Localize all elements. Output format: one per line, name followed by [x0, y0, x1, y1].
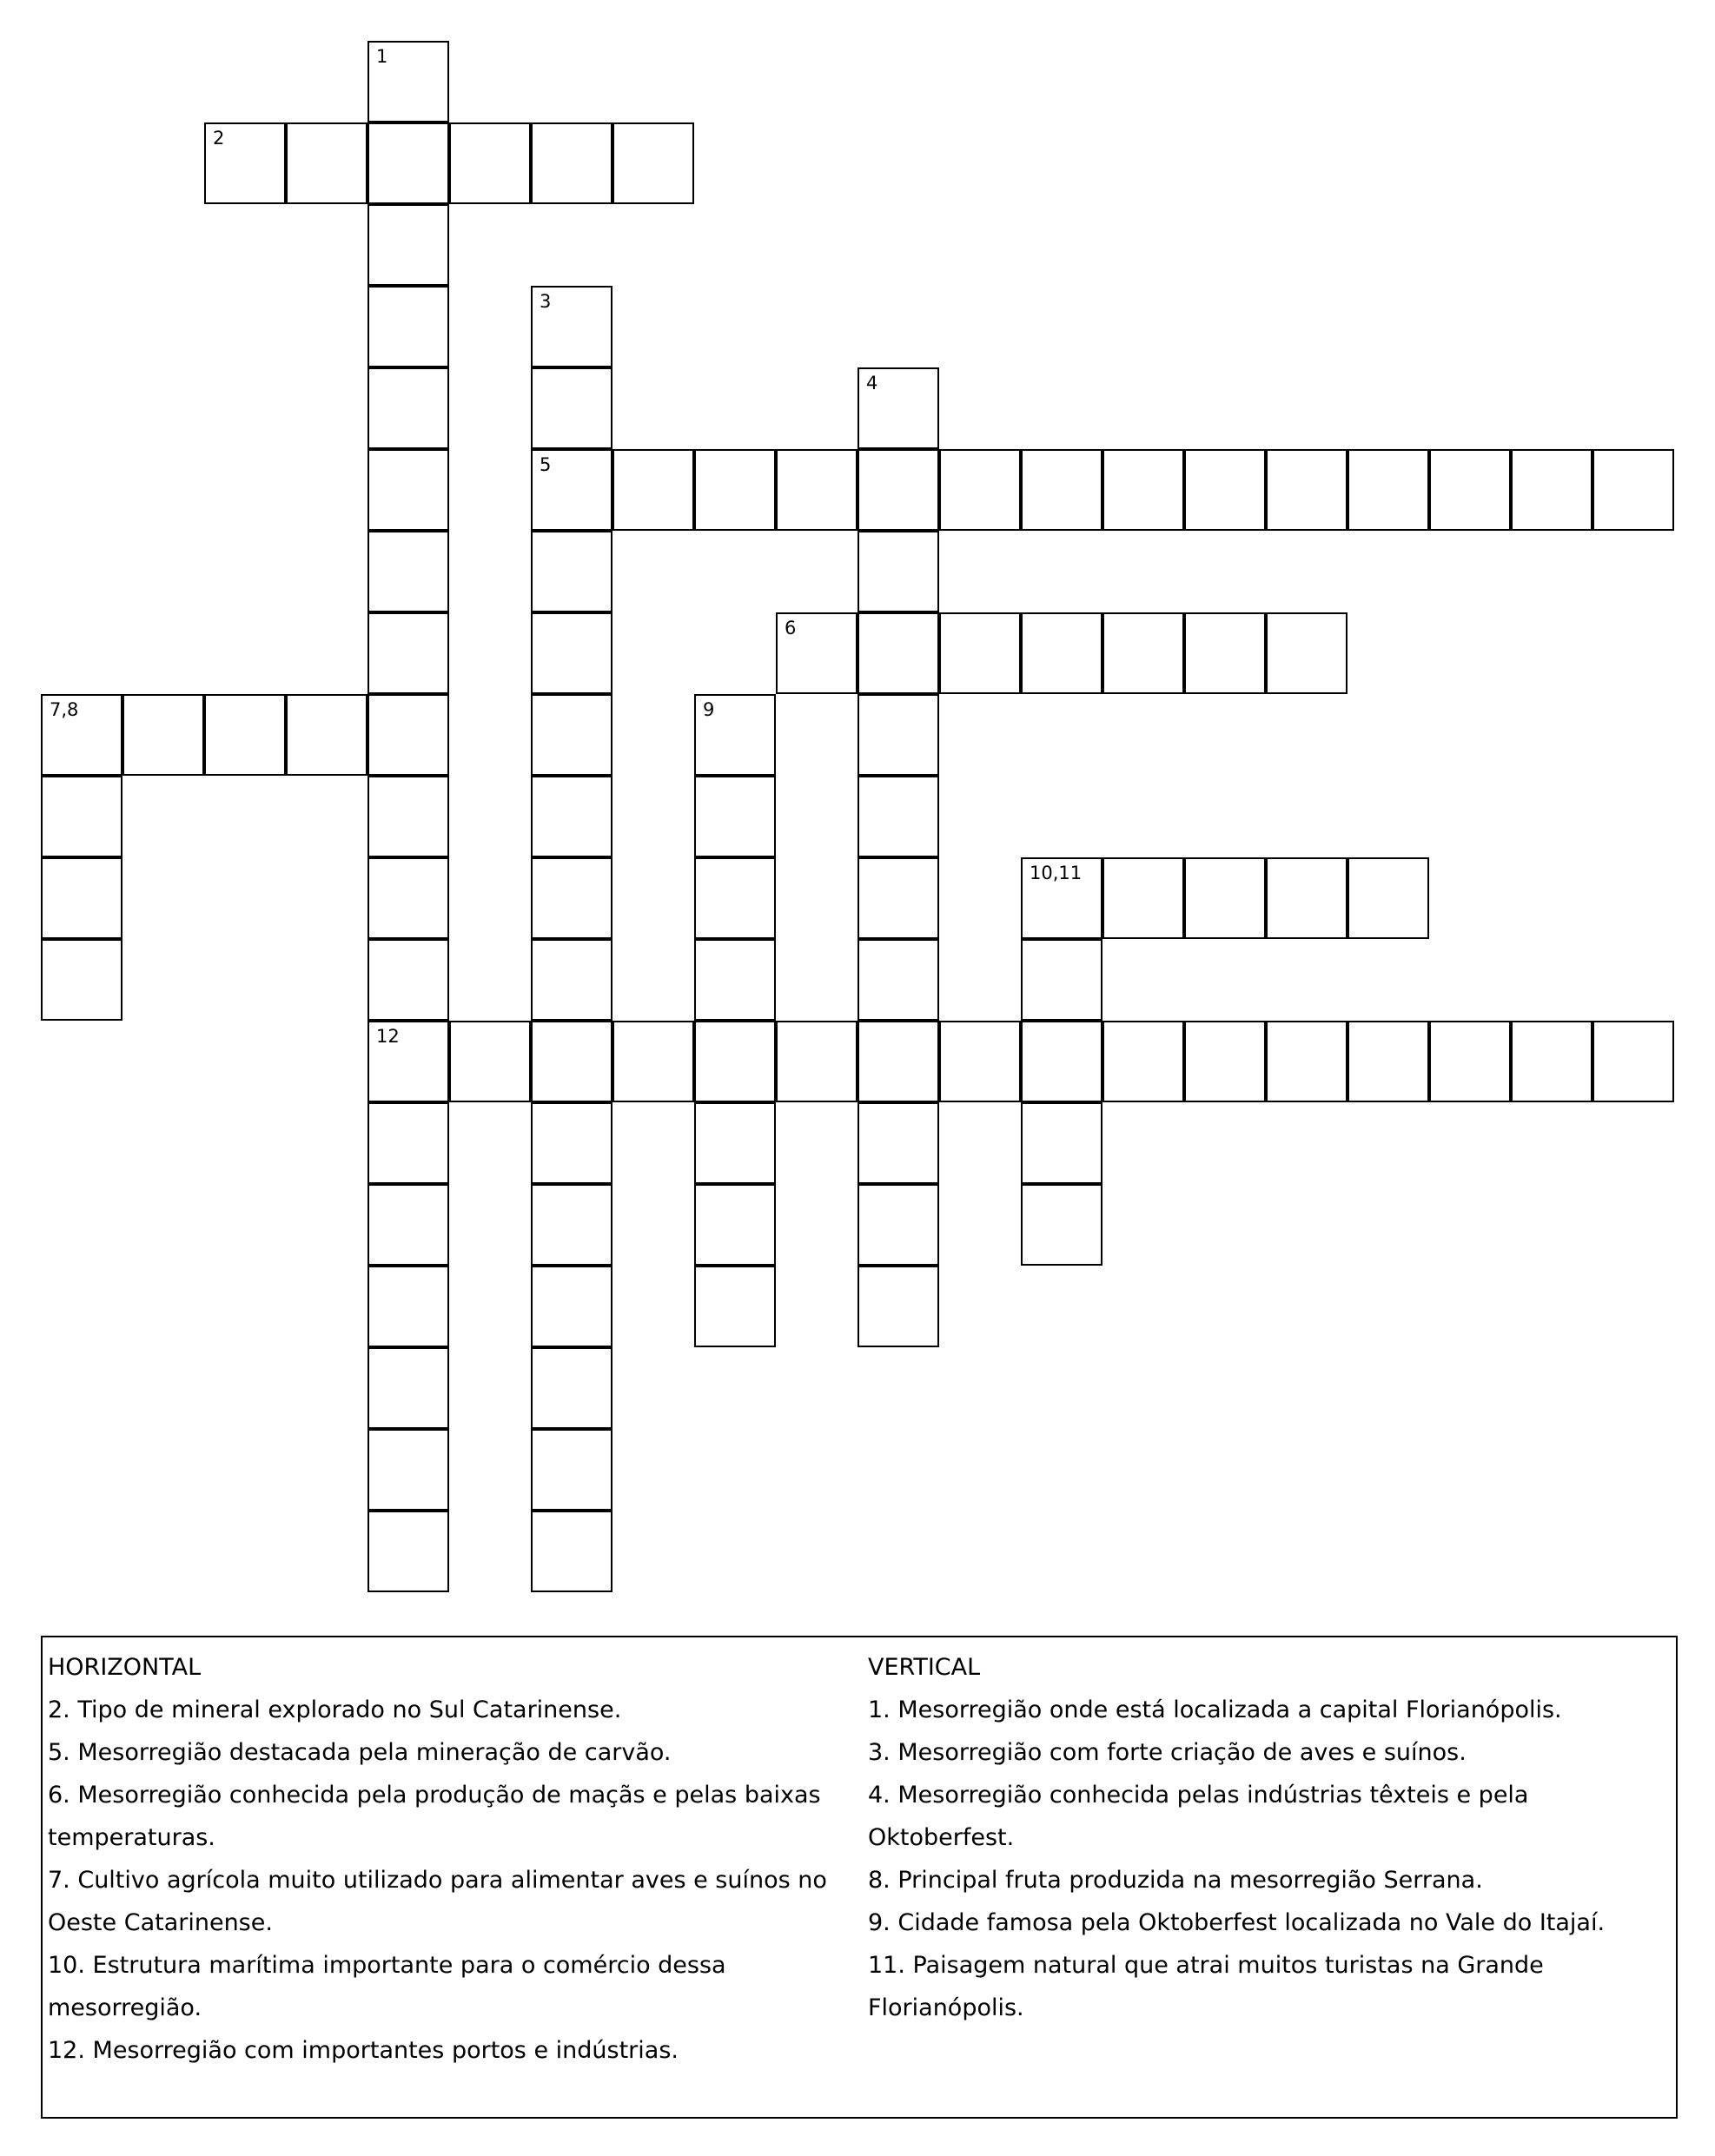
crossword-cell[interactable]	[1348, 449, 1429, 531]
crossword-cell[interactable]	[939, 612, 1021, 694]
horizontal-clues	[48, 1646, 864, 2072]
crossword-cell[interactable]	[1429, 1021, 1511, 1102]
crossword-cell[interactable]	[1021, 1102, 1102, 1184]
clue-line: 2. Tipo de mineral explorado no Sul Catarinense.	[48, 1696, 622, 1723]
crossword-cell[interactable]	[1102, 857, 1184, 939]
crossword-cell[interactable]	[531, 1511, 612, 1592]
clue-number: 6	[785, 618, 797, 638]
clue-line: 3. Mesorregião com forte criação de aves e suínos.	[868, 1739, 1467, 1766]
crossword-cell[interactable]	[531, 1429, 612, 1511]
crossword-cell[interactable]	[368, 286, 449, 367]
crossword-cell[interactable]	[41, 939, 122, 1021]
clue-number: 9	[703, 699, 715, 720]
clue-line: Oktoberfest.	[868, 1824, 1015, 1851]
clue-number: 5	[540, 454, 552, 475]
crossword-cell[interactable]	[1021, 1184, 1102, 1266]
crossword-cell[interactable]	[368, 1429, 449, 1511]
crossword-cell[interactable]	[531, 776, 612, 857]
clue-number: 7,8	[50, 699, 79, 720]
crossword-cell[interactable]	[858, 694, 939, 776]
crossword-cell[interactable]	[1266, 1021, 1348, 1102]
crossword-cell[interactable]	[858, 1266, 939, 1347]
crossword-cell[interactable]	[531, 857, 612, 939]
clue-number: 3	[540, 291, 552, 312]
crossword-cell[interactable]	[41, 694, 122, 776]
crossword-cell[interactable]	[776, 612, 858, 694]
crossword-cell[interactable]	[368, 857, 449, 939]
crossword-cell[interactable]	[1021, 1021, 1102, 1102]
crossword-cell[interactable]	[368, 1266, 449, 1347]
clue-line: temperaturas.	[48, 1824, 215, 1851]
crossword-cell[interactable]	[694, 1021, 776, 1102]
crossword-cell[interactable]	[368, 1347, 449, 1429]
crossword-cell[interactable]	[531, 449, 612, 531]
clue-line: Oeste Catarinense.	[48, 1909, 273, 1936]
crossword-cell[interactable]	[286, 122, 368, 204]
clue-line: 4. Mesorregião conhecida pelas indústrias têxteis e pela	[868, 1782, 1529, 1809]
crossword-cell[interactable]	[368, 776, 449, 857]
crossword-cell[interactable]	[776, 1021, 858, 1102]
crossword-cell[interactable]	[41, 776, 122, 857]
crossword-cell[interactable]	[1592, 449, 1674, 531]
crossword-cell[interactable]	[531, 939, 612, 1021]
crossword-cell[interactable]	[1266, 449, 1348, 531]
clue-number: 2	[213, 128, 225, 149]
clue-line: 1. Mesorregião onde está localizada a capital Florianópolis.	[868, 1696, 1562, 1723]
crossword-cell[interactable]	[694, 1266, 776, 1347]
clue-line: 12. Mesorregião com importantes portos e indústrias.	[48, 2037, 679, 2064]
crossword-cell[interactable]	[41, 857, 122, 939]
vertical-clues	[868, 1646, 1632, 2029]
crossword-cell[interactable]	[1511, 1021, 1592, 1102]
crossword-cell[interactable]	[368, 204, 449, 286]
crossword-cell[interactable]	[939, 449, 1021, 531]
crossword-cell[interactable]	[1184, 449, 1266, 531]
crossword-cell[interactable]	[531, 612, 612, 694]
crossword-cell[interactable]	[1266, 612, 1348, 694]
crossword-cell[interactable]	[694, 857, 776, 939]
crossword-cell[interactable]	[368, 1184, 449, 1266]
crossword-cell[interactable]	[694, 939, 776, 1021]
crossword-cell[interactable]	[858, 612, 939, 694]
clue-line: 8. Principal fruta produzida na mesorregião Serrana.	[868, 1867, 1483, 1894]
crossword-cell[interactable]	[694, 694, 776, 776]
clue-number: 4	[866, 373, 878, 394]
crossword-cell[interactable]	[1266, 857, 1348, 939]
crossword-cell[interactable]	[1429, 449, 1511, 531]
crossword-cell[interactable]	[1102, 449, 1184, 531]
vertical-heading: VERTICAL	[868, 1654, 981, 1681]
crossword-cell[interactable]	[1021, 449, 1102, 531]
crossword-cell[interactable]	[1348, 1021, 1429, 1102]
crossword-cell[interactable]	[531, 694, 612, 776]
crossword-cell[interactable]	[368, 694, 449, 776]
crossword-cell[interactable]	[694, 449, 776, 531]
crossword-cell[interactable]	[939, 1021, 1021, 1102]
crossword-cell[interactable]	[368, 612, 449, 694]
crossword-cell[interactable]	[368, 449, 449, 531]
crossword-cell[interactable]	[531, 122, 612, 204]
crossword-cell[interactable]	[531, 531, 612, 612]
crossword-cell[interactable]	[531, 286, 612, 367]
crossword-cell[interactable]	[1021, 939, 1102, 1021]
clue-line: 5. Mesorregião destacada pela mineração de carvão.	[48, 1739, 672, 1766]
crossword-cell[interactable]	[368, 1102, 449, 1184]
crossword-cell[interactable]	[1184, 857, 1266, 939]
crossword-cell[interactable]	[204, 122, 286, 204]
crossword-cell[interactable]	[368, 41, 449, 122]
crossword-cell[interactable]	[1184, 1021, 1266, 1102]
clue-line: 7. Cultivo agrícola muito utilizado para alimentar aves e suínos no	[48, 1867, 827, 1894]
crossword-cell[interactable]	[1184, 612, 1266, 694]
clue-line: 10. Estrutura marítima importante para o comércio dessa	[48, 1952, 726, 1979]
crossword-cell[interactable]	[694, 1184, 776, 1266]
clue-number: 10,11	[1030, 863, 1083, 883]
crossword-cell[interactable]	[122, 694, 204, 776]
crossword-cell[interactable]	[204, 694, 286, 776]
crossword-cell[interactable]	[1348, 857, 1429, 939]
crossword-cell[interactable]	[1021, 857, 1102, 939]
crossword-cell[interactable]	[612, 449, 694, 531]
crossword-cell[interactable]	[776, 449, 858, 531]
crossword-cell[interactable]	[531, 1184, 612, 1266]
clue-line: Florianópolis.	[868, 1994, 1024, 2021]
crossword-cell[interactable]	[612, 1021, 694, 1102]
clue-line: 11. Paisagem natural que atrai muitos turistas na Grande	[868, 1952, 1544, 1979]
crossword-cell[interactable]	[858, 939, 939, 1021]
crossword-cell[interactable]	[531, 1347, 612, 1429]
crossword-cell[interactable]	[368, 531, 449, 612]
crossword-cell[interactable]	[531, 1021, 612, 1102]
crossword-cell[interactable]	[368, 122, 449, 204]
clue-line: 6. Mesorregião conhecida pela produção de maçãs e pelas baixas	[48, 1782, 821, 1809]
crossword-cell[interactable]	[368, 939, 449, 1021]
crossword-cell[interactable]	[531, 1102, 612, 1184]
crossword-cell[interactable]	[1021, 612, 1102, 694]
crossword-cell[interactable]	[694, 776, 776, 857]
crossword-cell[interactable]	[858, 449, 939, 531]
clue-number: 1	[376, 46, 388, 67]
crossword-cell[interactable]	[612, 122, 694, 204]
crossword-cell[interactable]	[858, 367, 939, 449]
horizontal-heading: HORIZONTAL	[48, 1654, 202, 1681]
crossword-cell[interactable]	[286, 694, 368, 776]
clue-number: 12	[376, 1026, 400, 1047]
crossword-cell[interactable]	[531, 367, 612, 449]
crossword-cell[interactable]	[1592, 1021, 1674, 1102]
crossword-cell[interactable]	[858, 1102, 939, 1184]
clue-line: 9. Cidade famosa pela Oktoberfest localizada no Vale do Itajaí.	[868, 1909, 1606, 1936]
crossword-cell[interactable]	[368, 367, 449, 449]
crossword-cell[interactable]	[368, 1511, 449, 1592]
clues-box	[41, 1636, 1678, 2119]
crossword-cell[interactable]	[1102, 612, 1184, 694]
crossword-cell[interactable]	[1511, 449, 1592, 531]
crossword-cell[interactable]	[858, 776, 939, 857]
crossword-cell[interactable]	[858, 857, 939, 939]
crossword-cell[interactable]	[858, 531, 939, 612]
crossword-cell[interactable]	[694, 1102, 776, 1184]
crossword-cell[interactable]	[858, 1021, 939, 1102]
crossword-cell[interactable]	[531, 1266, 612, 1347]
crossword-cell[interactable]	[858, 1184, 939, 1266]
clue-line: mesorregião.	[48, 1994, 202, 2021]
crossword-cell[interactable]	[449, 1021, 531, 1102]
crossword-cell[interactable]	[449, 122, 531, 204]
crossword-cell[interactable]	[1102, 1021, 1184, 1102]
crossword-cell[interactable]	[368, 1021, 449, 1102]
